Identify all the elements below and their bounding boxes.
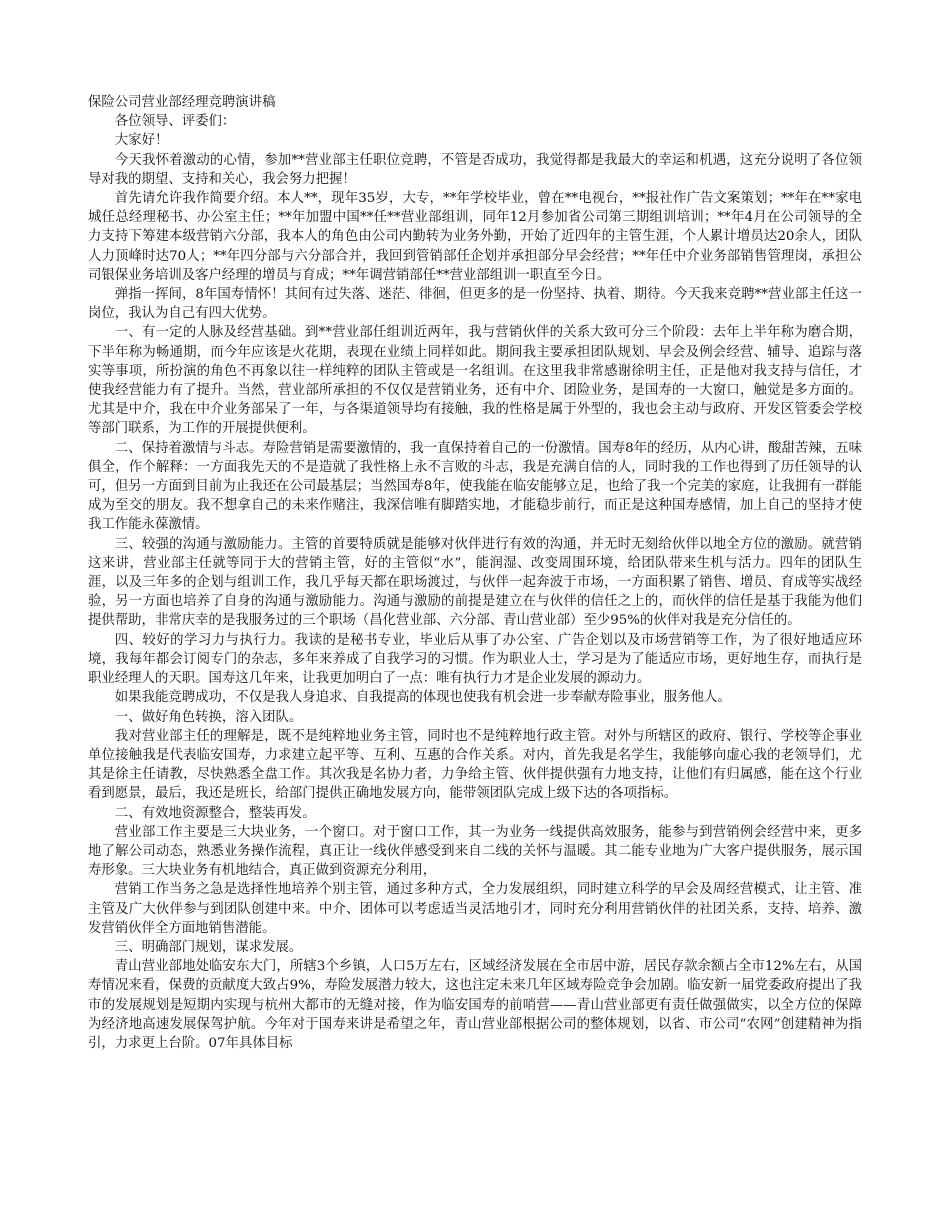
body-paragraph: 我对营业部主任的理解是，既不是纯粹地业务主管，同时也不是纯粹地行政主管。对外与所辖区的政府、银行、学校等企事业单位接触我是代表临安国寿，力求建立起平等、互利、互惠的合作关系。对内，首先我是名学生，我能够向虚心我的老领导们，尤其是徐主任请教，尽快熟悉全盘工作。其次我是名协力者，力争给主管、伙伴提供强有力地支持，让他们有归属感，能在这个行业看到愿景，最后，我还是班长，给部门提供正确地发展方向，能带领团队完成上级下达的各项指标。 (88, 728, 862, 802)
body-paragraph: 一、有一定的人脉及经营基础。到**营业部任组训近两年，我与营销伙伴的关系大致可分三个阶段：去年上半年称为磨合期，下半年称为畅通期，而今年应该是火花期，表现在业绩上同样如此。期间我主要承担团队规划、早会及例会经营、辅导、追踪与落实等事项，所扮演的角色不再象以往一样纯粹的团队主管或是一名组训。在这里我非常感谢徐明主任，正是他对我支持与信任，才使我经营能力有了提升。当然，营业部所承担的不仅仅是营销业务，还有中介、团险业务，是国寿的一大窗口，触觉是多方面的。尤其是中介，我在中介业务部呆了一年，与各渠道领导均有接触，我的性格是属于外型的，我也会主动与政府、开发区管委会学校等部门联系，为工作的开展提供便利。 (88, 325, 862, 437)
body-paragraph: 首先请允许我作简要介绍。本人**，现年35岁，大专，**年学校毕业，曾在**电视台，**报社作广告文案策划；**年在**家电城任总经理秘书、办公室主任；**年加盟中国**任**营业部组训，同年12月参加省公司第三期组训培训；**年4月在公司领导的全力支持下筹建本级营销六分部，我本人的角色由公司内勤转为业务外勤，开始了近四年的主管生涯，个人累计增员达20余人，团队人力顶峰时达70人；**年四分部与六分部合并，我回到管销部任企划并承担部分早会经营；**年任中介业务部销售管理岗，承担公司银保业务培训及客户经理的增员与育成；**年调营销部任**营业部组训一职直至今日。 (88, 191, 862, 283)
section-heading: 三、明确部门规划，谋求发展。 (114, 939, 303, 955)
body-paragraph: 如果我能竞聘成功，不仅是我人身追求、自我提高的体现也使我有机会进一步奉献寿险事业，服务他人。 (114, 690, 731, 706)
salutation: 各位领导、评委们： (114, 114, 236, 130)
body-paragraph: 弹指一挥间，8年国寿情怀！其间有过失落、迷茫、徘徊，但更多的是一份坚持、执着、期待。今天我来竞聘**营业部主任这一岗位，我认为自己有四大优势。 (88, 287, 862, 322)
greeting: 大家好！ (114, 133, 169, 149)
body-paragraph: 营业部工作主要是三大块业务，一个窗口。对于窗口工作，其一为业务一线提供高效服务，能参与到营销例会经营中来，更多地了解公司动态，熟悉业务操作流程，真正让一线伙伴感受到来自二线的关怀与温暖。其二能专业地为广大客户提供服务，展示国寿形象。三大块业务有机地结合，真正做到资源充分利用， (88, 824, 862, 879)
body-paragraph: 青山营业部地处临安东大门，所辖3个乡镇，人口5万左右，区域经济发展在全市居中游，居民存款余额占全市12%左右，从国寿情况来看，保费的贡献度大致占9%，寿险发展潜力较大，这也注定未来几年区域寿险竞争会加剧。临安新一届党委政府提出了我市的发展规划是短期内实现与杭州大都市的无缝对接，作为临安国寿的前哨营——青山营业部更有责任做强做实，以全方位的保障为经济地高速发展保驾护航。今年对于国寿来讲是希望之年，青山营业部根据公司的整体规划，以省、市公司“农网”创建精神为指引，力求更上台阶。07年具体目标 (88, 959, 862, 1051)
body-paragraph: 二、保持着激情与斗志。寿险营销是需要激情的，我一直保持着自己的一份激情。国寿8年的经历，从内心讲，酸甜苦辣，五味俱全，作个解释：一方面我先天的不是造就了我性格上永不言败的斗志，我是充满自信的人，同时我的工作也得到了历任领导的认可，但另一方面到目前为止我还在公司最基层；当然国寿8年，使我能在临安能够立足，也给了我一个完美的家庭，让我拥有一群能成为至交的朋友。我不想拿自己的未来作赌注，我深信唯有脚踏实地，才能稳步前行，而正是这种国寿感情，加上自己的坚持才使我工作能永葆激情。 (88, 440, 862, 533)
section-heading: 一、做好角色转换，溶入团队。 (114, 709, 303, 725)
section-heading: 二、有效地资源整合，整装再发。 (114, 805, 316, 821)
document-title: 保险公司营业部经理竞聘演讲稿 (88, 95, 276, 110)
body-paragraph: 三、较强的沟通与激励能力。主管的首要特质就是能够对伙伴进行有效的沟通，并无时无刻给伙伴以地全方位的激励。就营销这来讲，营业部主任就等同于大的营销主管，好的主管似“水”，能润湿、改变周围环境，给团队带来生机与活力。四年的团队生涯，以及三年多的企划与组训工作，我几乎每天都在职场渡过，与伙伴一起奔波于市场，一方面积累了销售、增员、育成等实战经验，另一方面也培养了自身的沟通与激励能力。沟通与激励的前提是建立在与伙伴的信任之上的，而伙伴的信任是基于我能为他们提供帮助，非常庆幸的是我服务过的三个职场（昌化营业部、六分部、青山营业部）至少95%的伙伴对我是充分信任的。 (88, 536, 862, 629)
body-paragraph: 四、较好的学习力与执行力。我读的是秘书专业，毕业后从事了办公室、广告企划以及市场营销等工作，为了很好地适应环境，我每年都会订阅专门的杂志，多年来养成了自我学习的习惯。作为职业人士，学习是为了能适应市场，更好地生存，而执行是职业经理人的天职。国寿这几年来，让我更加明白了一点：唯有执行力才是企业发展的源动力。 (88, 632, 862, 687)
body-paragraph: 今天我怀着激动的心情，参加**营业部主任职位竞聘，不管是否成功，我觉得都是我最大的幸运和机遇，这充分说明了各位领导对我的期望、支持和关心，我会努力把握！ (88, 152, 862, 187)
body-paragraph: 营销工作当务之急是选择性地培养个别主管，通过多种方式，全力发展组织，同时建立科学的早会及周经营模式，让主管、准主管及广大伙伴参与到团队创建中来。中介、团体可以考虑适当灵活地引才，同时充分利用营销伙伴的社团关系，支持、培养、激发营销伙伴全方面地销售潜能。 (88, 882, 862, 936)
